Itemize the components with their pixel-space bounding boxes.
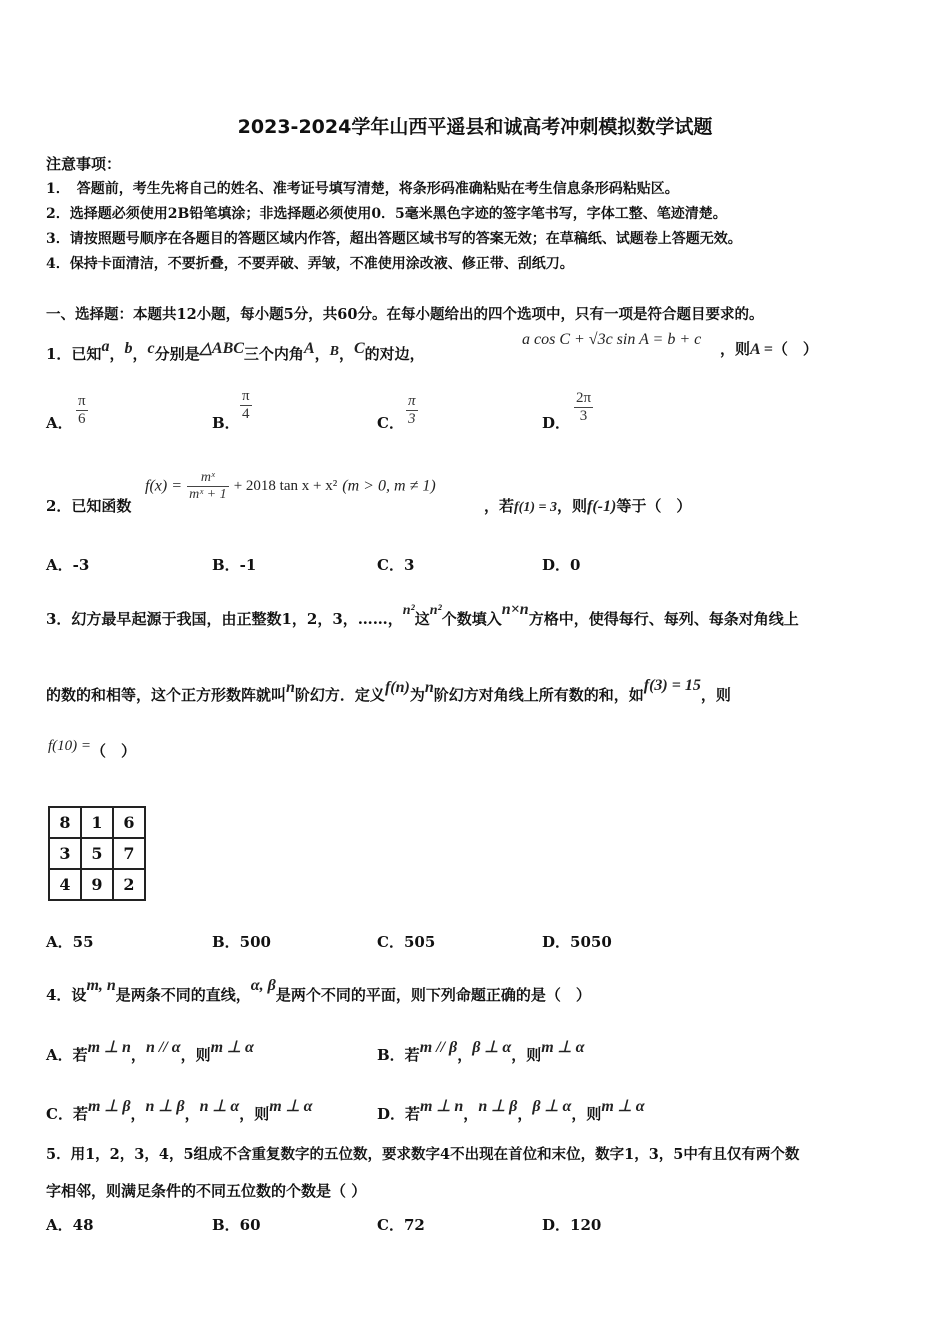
q4-lines: m, n [86,977,116,994]
question-3-line-1 [46,601,799,629]
grid-cell: 6 [113,807,145,838]
q4-text: 是两条不同的直线， [115,986,251,1004]
frac-den: 6 [78,411,86,427]
question-1 [46,338,425,364]
q4-expr: m ⊥ α [210,1039,254,1056]
option-label: D． [542,414,571,432]
q3-text: 为 [409,686,425,704]
q2-option-c[interactable]: C．3 [377,556,415,574]
q4-sep: ，则 [239,1105,270,1123]
q4-expr: m ⊥ α [601,1098,645,1115]
frac-num: mˣ [187,470,229,487]
option-label: D．若 [377,1105,421,1123]
q4-planes: α, β [250,977,276,994]
page-title: 2023-2024学年山西平遥县和诚高考冲刺模拟数学试题 [237,116,713,138]
q4-option-c[interactable] [46,1096,313,1124]
grid-cell: 5 [81,838,113,869]
q4-sep: ， [184,1105,200,1123]
q4-expr: m ⊥ n [420,1098,464,1115]
option-label: B．若 [377,1046,420,1064]
q5-option-d[interactable]: D．120 [542,1216,602,1234]
magic-square-grid [48,806,146,901]
q3-text: 方格中，使得每行、每列、每条对角线上 [528,610,799,628]
q3-text: 阶幻方对角线上所有数的和，如 [433,686,644,704]
q3-n-squared: n² [402,603,415,618]
q1-option-b-value [240,388,252,423]
q1-text: ，则 [720,340,751,358]
q1-sep: ， [109,345,125,363]
q3-option-b[interactable]: B．500 [212,933,271,951]
q2-option-d[interactable]: D．0 [542,556,581,574]
q4-expr: m // β [419,1039,458,1056]
q4-expr: n ⊥ β [145,1098,185,1115]
q4-sep: ， [457,1046,473,1064]
grid-cell: 1 [81,807,113,838]
q1-text: 分别是 [154,345,200,363]
q4-sep: ，则 [571,1105,602,1123]
question-5-line-2: 字相邻，则满足条件的不同五位数的个数是（ ） [46,1182,367,1200]
notice-item-3: 3．请按照题号顺序在各题目的答题区域内作答，超出答题区域书写的答案无效；在草稿纸、试题卷上答题无效。 [46,231,742,247]
q3-option-a[interactable]: A．55 [46,933,94,951]
q2-function [145,470,436,503]
option-label: C．若 [46,1105,88,1123]
q4-option-b[interactable] [377,1037,584,1065]
frac-den: mˣ + 1 [189,487,227,502]
q2-condition: (m > 0, m ≠ 1) [342,477,436,495]
q1-equation: a cos C + √3c sin A = b + c [522,331,702,348]
q1-paren: （ ） [772,340,818,358]
grid-cell: 3 [49,838,81,869]
frac-num: π [78,393,86,409]
q4-option-a[interactable] [46,1037,254,1065]
q4-sep: ， [463,1105,479,1123]
q4-sep: ，则 [511,1046,542,1064]
frac-den: 4 [242,406,250,422]
q3-text: 3．幻方最早起源于我国，由正整数1，2，3，……， [46,610,403,628]
grid-cell: 7 [113,838,145,869]
q1-ask [720,338,818,359]
q3-n-squared: n² [429,603,442,618]
q1-option-c[interactable] [377,412,404,433]
q1-option-a-value [76,393,88,428]
q2-text: 等于（ ） [616,497,692,515]
q2-rest: + 2018 tan x + x² [233,478,338,494]
q1-option-c-value [406,393,418,428]
q1-var-a: a [101,338,110,355]
notice-item-4: 4．保持卡面清洁，不要折叠，不要弄破、弄皱，不准使用涂改液、修正带、刮纸刀。 [46,256,574,272]
q4-sep: ，则 [180,1046,211,1064]
q1-option-d-value [574,390,593,425]
question-3-line-2 [46,677,731,705]
q1-ask-var: A = [750,341,773,358]
q1-var-b: b [124,340,133,357]
q4-expr: m ⊥ α [269,1098,313,1115]
q2-lead: 2．已知函数 [46,497,132,515]
q1-triangle: △ABC [199,340,244,357]
q1-option-b[interactable] [212,412,240,433]
q1-sep: ， [338,345,354,363]
q4-expr: β ⊥ α [472,1039,512,1056]
question-4 [46,977,591,1005]
grid-cell: 9 [81,869,113,900]
frac-num: π [408,393,416,409]
q2-tail [484,495,691,516]
q1-sep: ， [132,345,148,363]
option-label: A．若 [46,1046,88,1064]
q1-text: 1．已知 [46,345,102,363]
q1-option-d[interactable] [542,412,570,433]
q4-sep: ， [130,1046,146,1064]
option-label: C． [377,414,404,432]
q1-sep: ， [314,345,330,363]
q4-expr: m ⊥ α [541,1039,585,1056]
q2-option-a[interactable]: A．-3 [46,556,90,574]
q3-text: 阶幻方．定义 [294,686,385,704]
option-label: B． [212,414,240,432]
q3-f3: f(3) = 15 [643,677,701,694]
q5-option-b[interactable]: B．60 [212,1216,261,1234]
q2-text: ，则 [556,497,587,515]
q2-fx: f(x) = [145,477,182,495]
frac-den: 3 [408,411,416,427]
q4-text: 是两个不同的平面，则下列命题正确的是（ ） [275,986,591,1004]
q4-expr: n ⊥ β [478,1098,518,1115]
q5-option-a[interactable]: A．48 [46,1216,94,1234]
q4-text: 4．设 [46,986,87,1004]
q4-expr: n ⊥ α [199,1098,240,1115]
q4-expr: m ⊥ β [87,1098,131,1115]
q1-text: 三个内角 [243,345,304,363]
q4-expr: n // α [145,1039,181,1056]
q2-fraction [187,470,229,503]
notice-heading: 注意事项： [46,155,122,173]
q3-paren: （ ） [91,742,137,760]
grid-cell: 8 [49,807,81,838]
q3-grid-size: n×n [501,601,529,618]
q3-f10: f(10) = [48,738,92,754]
q3-text: 的数的和相等，这个正方形数阵就叫 [46,686,287,704]
q4-expr: m ⊥ n [87,1039,131,1056]
q2-text: ，若 [484,497,515,515]
grid-cell: 2 [113,869,145,900]
q1-angle-A: A [303,340,315,357]
section-heading: 一、选择题：本题共12小题，每小题5分，共60分。在每小题给出的四个选项中，只有一项是符合题目要求的。 [46,306,764,323]
q1-text: 的对边， [364,345,425,363]
q4-expr: β ⊥ α [532,1098,572,1115]
q3-option-c[interactable]: C．505 [377,933,436,951]
notice-item-2: 2．选择题必须使用2B铅笔填涂；非选择题必须使用0．5毫米黑色字迹的签字笔书写，字体工整、笔迹清楚。 [46,206,727,222]
q1-angle-B: B [329,344,339,359]
grid-cell: 4 [49,869,81,900]
q2-given: f(1) = 3 [514,500,557,515]
frac-num: π [242,388,250,404]
q3-var-n: n [424,679,434,696]
q1-option-a[interactable] [46,412,73,433]
q3-var-n: n [286,679,295,696]
question-5-line-1: 5．用1，2，3，4，5组成不含重复数字的五位数，要求数字4不出现在首位和末位，数字1，3，5中有且仅有两个数 [46,1146,800,1163]
frac-den: 3 [579,408,588,424]
q3-text: ，则 [700,686,731,704]
q2-option-b[interactable]: B．-1 [212,556,257,574]
q3-text: 个数填入 [441,610,502,628]
q1-var-c: c [147,340,155,357]
q3-text: 这 [414,610,430,628]
q4-sep: ， [517,1105,533,1123]
q1-angle-C: C [353,340,365,357]
frac-num: 2π [576,390,592,406]
q5-option-c[interactable]: C．72 [377,1216,425,1234]
q3-fn: f(n) [384,679,410,696]
q4-option-d[interactable] [377,1096,645,1124]
q3-ask [48,738,136,761]
q4-sep: ， [130,1105,146,1123]
q2-ask: f(-1) [587,498,617,515]
notice-item-1: 1． 答题前，考生先将自己的姓名、准考证号填写清楚，将条形码准确粘贴在考生信息条形码粘贴区。 [46,181,679,197]
q3-option-d[interactable]: D．5050 [542,933,612,951]
option-label: A． [46,414,73,432]
